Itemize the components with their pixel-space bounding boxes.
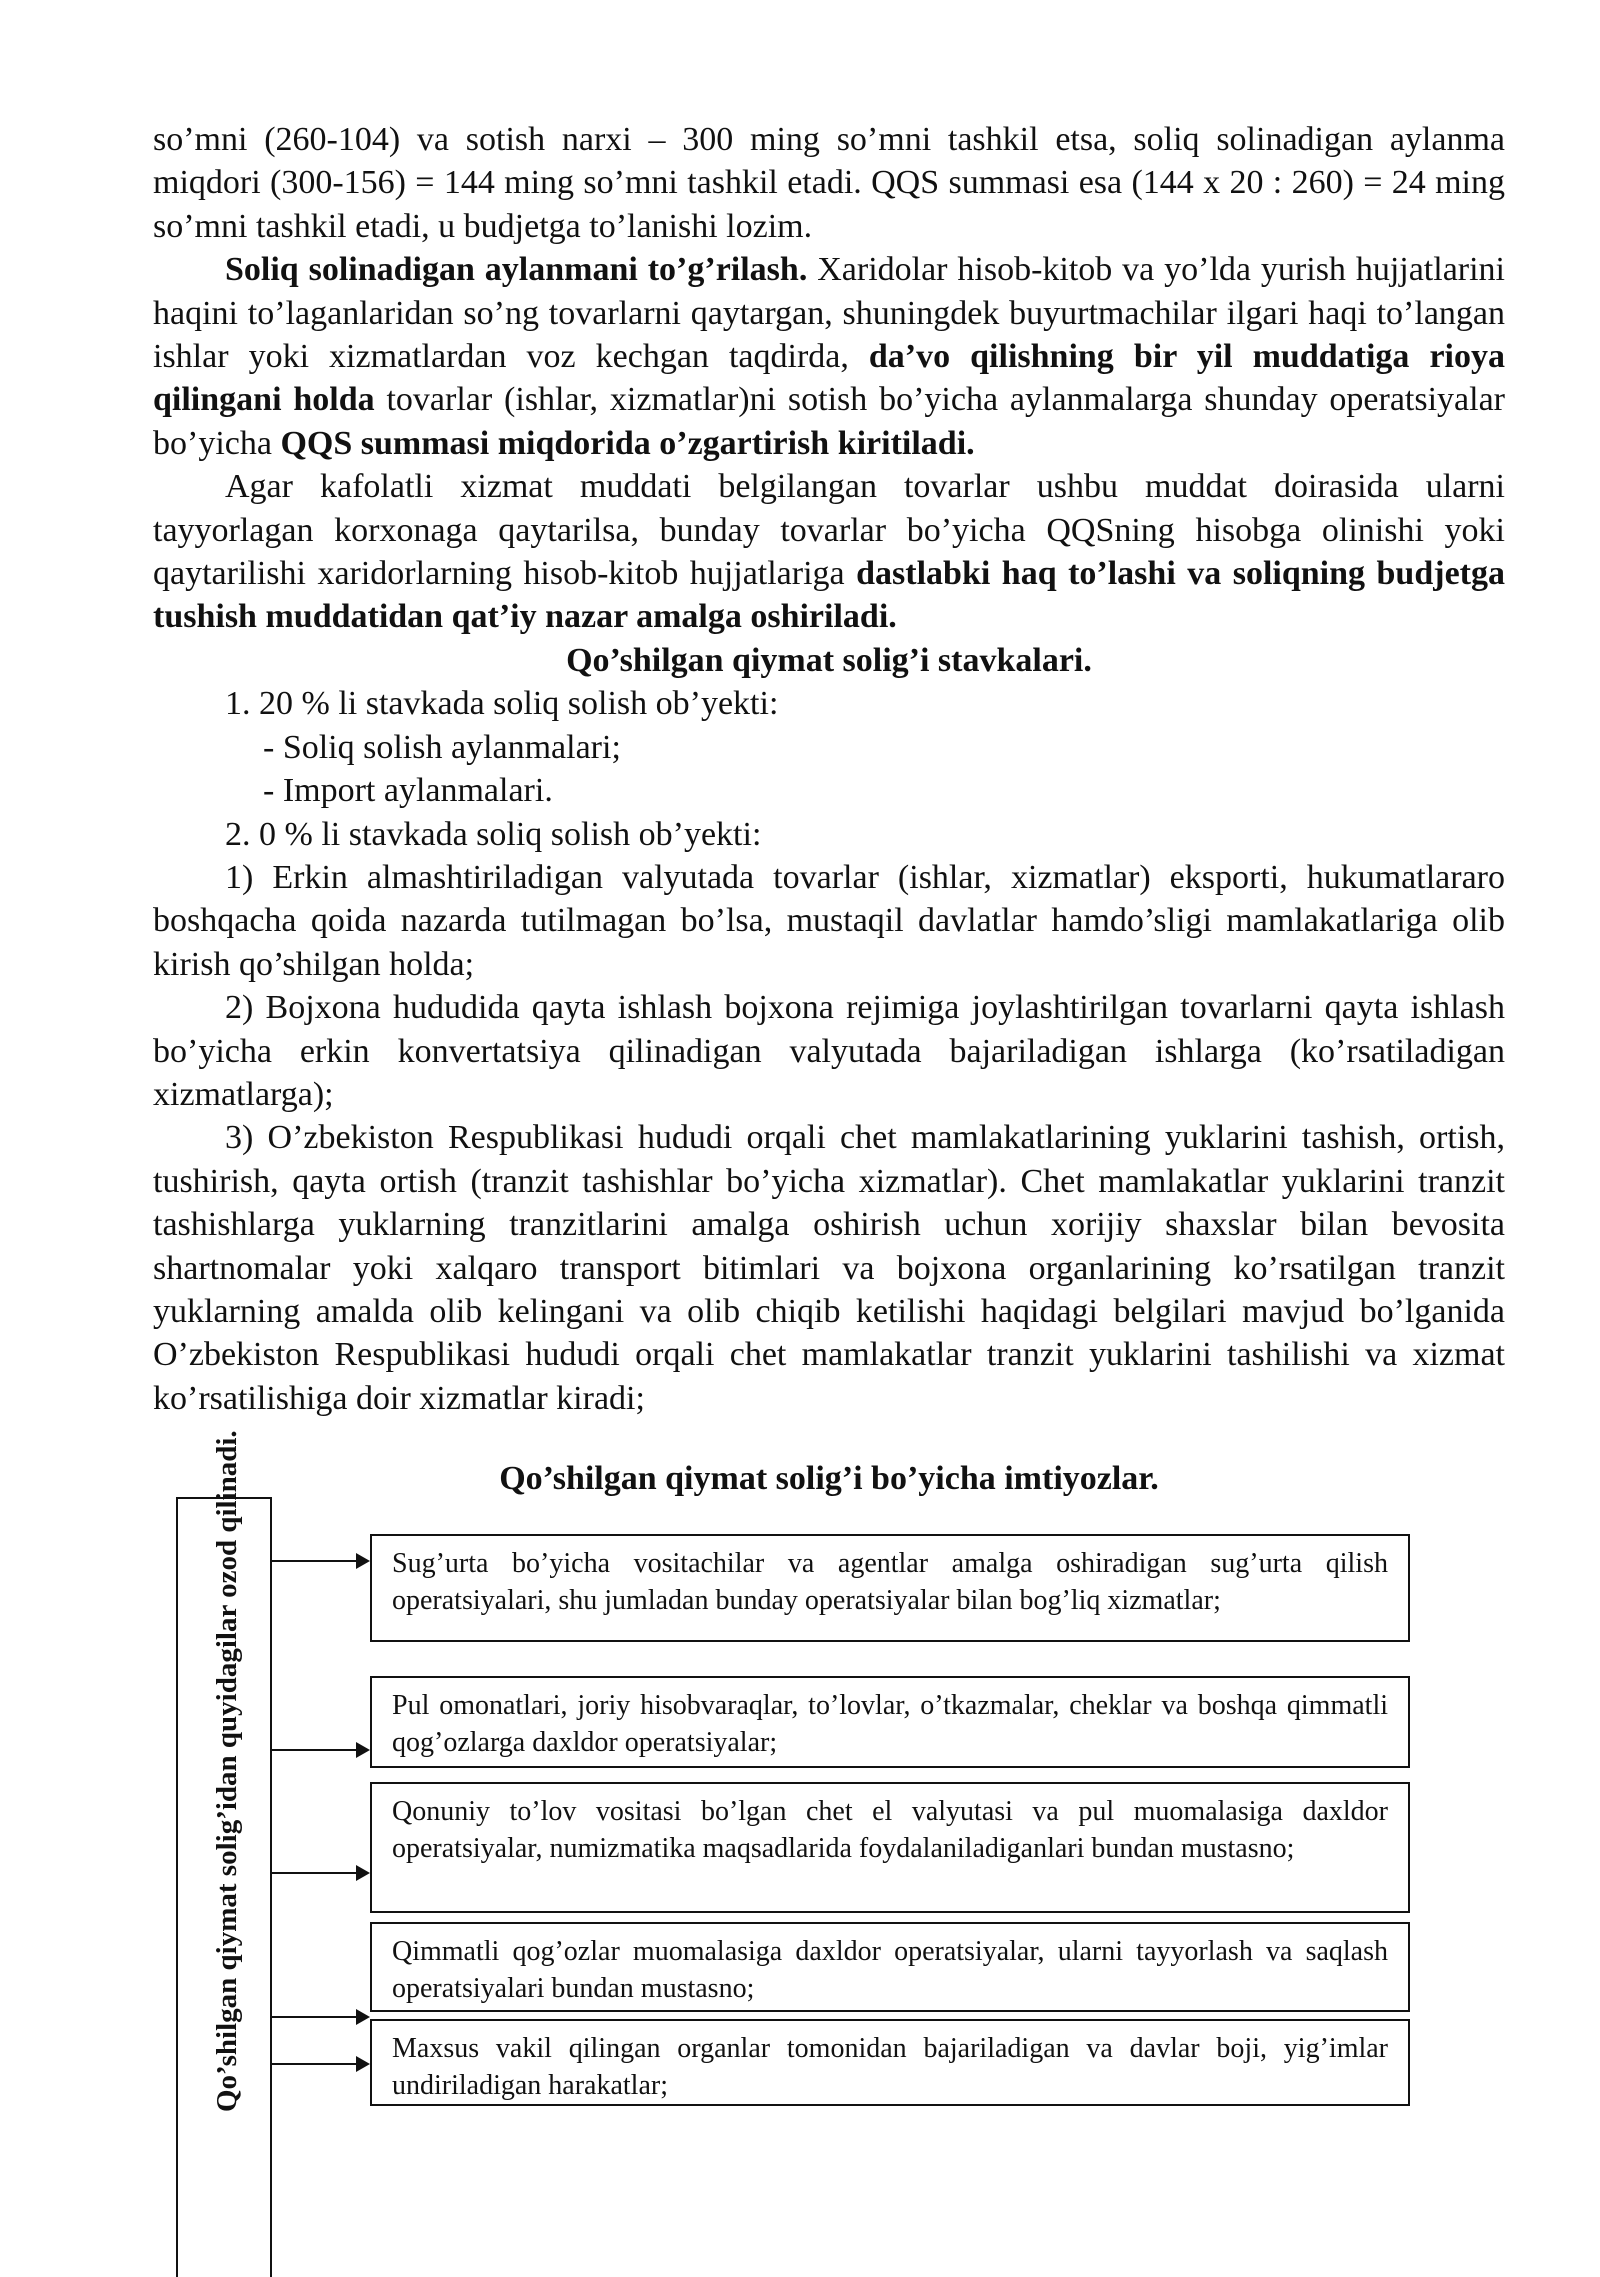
arrow-right-icon (272, 2063, 368, 2065)
list-item-rate-0: 2. 0 % li stavkada soliq solish ob’yekti: (225, 815, 762, 853)
paragraph-2-heading: Soliq solinadigan aylanmani to’g’rilash. (225, 251, 808, 289)
arrow-right-icon (272, 1560, 368, 1562)
exemptions-vertical-box (176, 1430, 272, 2277)
list-subitem-import: - Import aylanmalari. (263, 772, 553, 810)
section-heading-rates: Qo’shilgan qiymat solig’i stavkalari. (566, 641, 1092, 679)
arrow-right-icon (272, 2016, 368, 2018)
paragraph-customs: 2) Bojxona hududida qayta ishlash bojxona rejimiga joylashtirilgan tovarlarni qayta ishlash bo’yicha erkin konvertatsiya qilinadigan valyutada bajariladigan ishlarga (ko’rsatiladigan xizmatlarga); (153, 989, 1505, 1113)
paragraph-export: 1) Erkin almashtiriladigan valyutada tovarlar (ishlar, xizmatlar) eksporti, hukumatlararo boshqacha qoida nazarda tutilmagan bo’lsa, mustaqil davlatlar hamdo’sligi mamlakatlariga olib kirish qo’shilgan holda; (153, 858, 1505, 983)
diagram-title: Qo’shilgan qiymat solig’i bo’yicha imtiyozlar. (499, 1460, 1159, 1497)
paragraph-3-bold: dastlabki haq to’lashi va soliqning budjetga tushish muddatidan qat’iy nazar amalga oshiriladi. (153, 555, 1505, 636)
exemption-box-deposits: Pul omonatlari, joriy hisobvaraqlar, to’lovlar, o’tkazmalar, cheklar va boshqa qimmatli qog’ozlarga daxldor operatsiyalar; (370, 1676, 1410, 1768)
paragraph-1: so’mni (260-104) va sotish narxi – 300 ming so’mni tashkil etsa, soliq solinadigan aylanma miqdori (300-156) = 144 ming so’mni tashkil etadi. QQS summasi esa (144 x 20 : 260) = 24 ming so’mni tashkil etadi, u budjetga to’lanishi lozim. (153, 121, 1505, 245)
paragraph-2 (153, 248, 1505, 465)
paragraph-2-bold-a: da’vo qilishning bir yil muddatiga rioya qilingani holda (153, 338, 1505, 419)
arrow-right-icon (272, 1749, 368, 1751)
paragraph-3 (153, 465, 1505, 639)
paragraph-2-text-a: Xaridolar hisob-kitob va yo’lda yurish hujjatlarini haqini to’laganlaridan so’ng tovarlarni qaytargan, shuningdek buyurtmachilar ilgari haqi to’langan ishlar yoki xizmatlardan voz kechgan taqdirda, (153, 251, 1505, 376)
list-subitem-turnover: - Soliq solish aylanmalari; (263, 728, 621, 766)
exemptions-vertical-label: Qo’shilgan qiymat solig’idan quyidagilar ozod qilinadi. (211, 1430, 243, 2112)
exemption-box-state-duty: Maxsus vakil qilingan organlar tomonidan bajariladigan va davlar boji, yig’imlar undiriladigan harakatlar; (370, 2019, 1410, 2106)
list-item-rate-20: 1. 20 % li stavkada soliq solish ob’yekti: (225, 685, 779, 723)
paragraph-transit: 3) O’zbekiston Respublikasi hududi orqali chet mamlakatlarining yuklarini tashish, ortish, tushirish, qayta ortish (tranzit tashishlar bo’yicha xizmatlar). Chet mamlakatlar yuklarini tranzit tashishlarga yuklarning tranzitlarini amalga oshirish uchun xorijiy shaxslar bilan bevosita shartnomalar yoki xalqaro transport bitimlari va bojxona organlarining ko’rsatilgan tranzit yuklarning amalda olib kelingani va olib chiqib ketilishi haqidagi belgilari mavjud bo’lganida O’zbekiston Respublikasi hududi orqali chet mamlakatlar tranzit yuklarini tashilishi va xizmat ko’rsatilishiga doir xizmatlar kiradi; (153, 1119, 1505, 1417)
document-body (153, 118, 1505, 1420)
paragraph-2-bold-b: QQS summasi miqdorida o’zgartirish kiritiladi. (280, 424, 975, 462)
paragraph-3-text: Agar kafolatli xizmat muddati belgilangan tovarlar ushbu muddat doirasida ularni tayyorlagan korxonaga qaytarilsa, bunday tovarlar bo’yicha QQSning hisobga olinishi yoki qaytarilishi xaridorlarning hisob-kitob hujjatlariga (153, 468, 1505, 593)
exemption-box-securities: Qimmatli qog’ozlar muomalasiga daxldor operatsiyalar, ularni tayyorlash va saqlash operatsiyalari bundan mustasno; (370, 1922, 1410, 2012)
exemption-box-insurance: Sug’urta bo’yicha vositachilar va agentlar amalga oshiradigan sug’urta qilish operatsiyalari, shu jumladan bunday operatsiyalar bilan bog’liq xizmatlar; (370, 1534, 1410, 1642)
exemption-box-currency: Qonuniy to’lov vositasi bo’lgan chet el valyutasi va pul muomalasiga daxldor operatsiyalar, numizmatika maqsadlarida foydalaniladiganlari bundan mustasno; (370, 1782, 1410, 1913)
arrow-right-icon (272, 1872, 368, 1874)
paragraph-2-text-b: tovarlar (ishlar, xizmatlar)ni sotish bo’yicha aylanmalarga shunday operatsiyalar bo’yicha (153, 381, 1506, 462)
